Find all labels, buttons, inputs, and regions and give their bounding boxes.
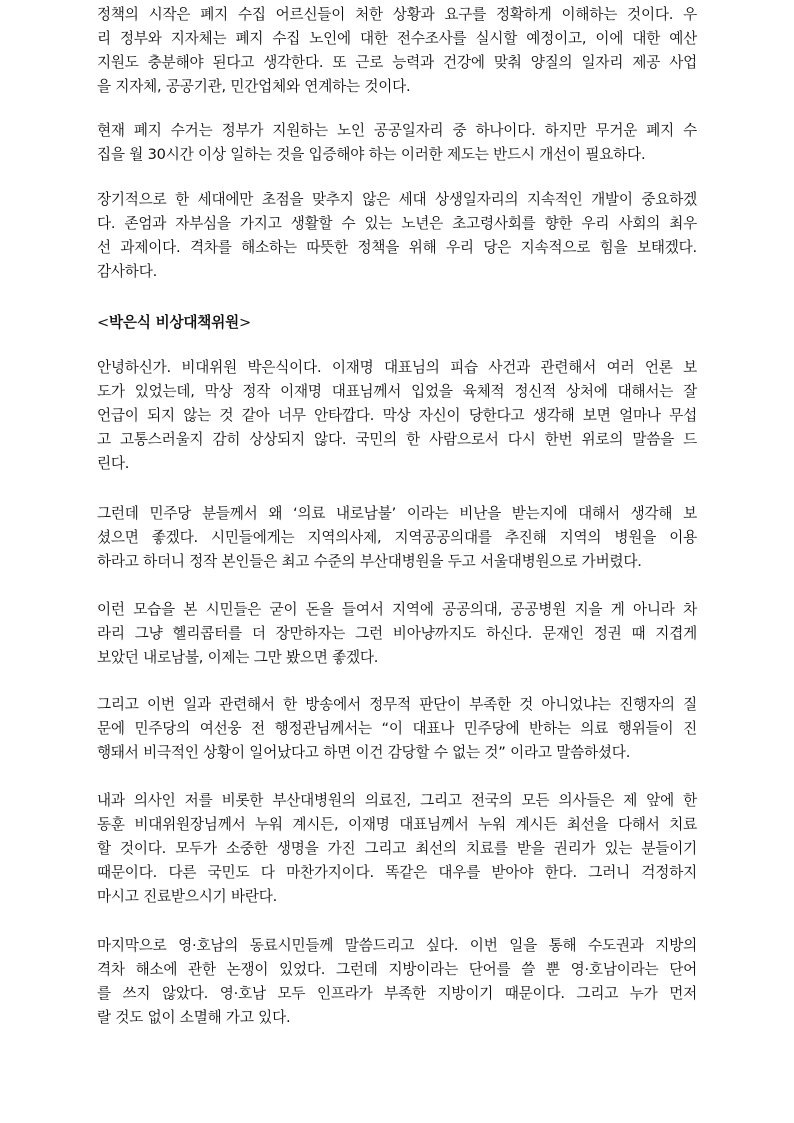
- text-line: 문에 민주당의 여선웅 전 행정관님께서는 “이 대표나 민주당에 반하는 의료 행위들이 진: [97, 720, 697, 737]
- paragraph-7: [97, 693, 697, 765]
- text-line: 리 정부와 지자체는 폐지 수집 노인에 대한 전수조사를 실시할 예정이고, 이에 대한 예산: [97, 30, 697, 47]
- text-line: 할 것이다. 모두가 소중한 생명을 가진 그리고 최선의 치료를 받을 권리가 있는 분들이기: [97, 840, 697, 857]
- heading-close-bracket: >: [239, 314, 252, 331]
- text-line: 감사하다.: [97, 263, 158, 280]
- text-line: 동훈 비대위원장님께서 누워 계시든, 이재명 대표님께서 누워 계시든 최선을 다해서 치료: [97, 816, 697, 833]
- speaker-name: 박은식 비상대책위원: [109, 314, 239, 331]
- text-line: 집을 월 30시간 이상 일하는 것을 입증해야 하는 이러한 제도는 반드시 개선이 필요하다.: [97, 146, 646, 163]
- text-line: 고 고통스러울지 감히 상상되지 않다. 국민의 한 사람으로서 다시 한번 위로의 말씀을 드: [97, 431, 697, 448]
- text-line: 내과 의사인 저를 비롯한 부산대병원의 의료진, 그리고 전국의 모든 의사들은 제 앞에 한: [97, 792, 697, 809]
- text-line: 린다.: [97, 455, 130, 472]
- text-line: 선 과제이다. 격차를 해소하는 따뜻한 정책을 위해 우리 당은 지속적으로 힘을 보태겠다.: [97, 239, 697, 256]
- paragraph-8: [97, 789, 697, 909]
- text-line: 마지막으로 영·호남의 동료시민들께 말씀드리고 싶다. 이번 일을 통해 수도권과 지방의: [97, 937, 697, 954]
- text-line: 현재 폐지 수거는 정부가 지원하는 노인 공공일자리 중 하나이다. 하지만 무거운 폐지 수: [97, 122, 697, 139]
- text-line: 장기적으로 한 세대에만 초점을 맞추지 않은 세대 상생일자리의 지속적인 개발이 중요하겠: [97, 191, 697, 208]
- paragraph-5: [97, 502, 697, 574]
- text-line: 마시고 진료받으시기 바란다.: [97, 888, 278, 905]
- text-line: 다. 존엄과 자부심을 가지고 생활할 수 있는 노년은 초고령사회를 향한 우리 사회의 최우: [97, 215, 697, 232]
- text-line: 때문이다. 다른 국민도 다 마찬가지이다. 똑같은 대우를 받아야 한다. 그러니 걱정하지: [97, 864, 697, 881]
- text-line: 그런데 민주당 분들께서 왜 ‘의료 내로남불’ 이라는 비난을 받는지에 대해서 생각해 보: [97, 505, 697, 522]
- paragraph-3: [97, 188, 697, 284]
- heading-open-bracket: <: [97, 314, 110, 331]
- text-line: 를 쓰지 않았다. 영·호남 모두 인프라가 부족한 지방이기 때문이다. 그리고 누가 먼저: [97, 985, 697, 1002]
- text-line: 격차 해소에 관한 논쟁이 있었다. 그런데 지방이라는 단어를 쓸 뿐 영·호남이라는 단어: [97, 961, 697, 978]
- text-line: 지원도 충분해야 된다고 생각한다. 또 근로 능력과 건강에 맞춰 양질의 일자리 제공 사업: [97, 54, 697, 71]
- text-line: 도가 있었는데, 막상 정작 이재명 대표님께서 입었을 육체적 정신적 상처에 대해서는 잘: [97, 383, 697, 400]
- text-line: 언급이 되지 않는 것 같아 너무 안타깝다. 막상 자신이 당한다고 생각해 보면 얼마나 무섭: [97, 407, 697, 424]
- paragraph-2: [97, 119, 697, 167]
- paragraph-9: [97, 934, 697, 1030]
- text-line: 하라고 하더니 정작 본인들은 최고 수준의 부산대병원을 두고 서울대병원으로 가버렸다.: [97, 553, 642, 570]
- text-line: 행돼서 비극적인 상황이 일어났다고 하면 이건 감당할 수 없는 것” 이라고 말씀하셨다.: [97, 744, 631, 761]
- speaker-heading: [97, 311, 697, 335]
- text-line: 랄 것도 없이 소멸해 가고 있다.: [97, 1009, 291, 1026]
- text-line: 그리고 이번 일과 관련해서 한 방송에서 정무적 판단이 부족한 것 아니었냐는 진행자의 질: [97, 696, 697, 713]
- text-line: 정책의 시작은 폐지 수집 어르신들이 처한 상황과 요구를 정확하게 이해하는 것이다. 우: [97, 6, 697, 23]
- paragraph-4: [97, 356, 697, 476]
- text-line: 라리 그냥 헬리콥터를 더 장만하자는 그런 비아냥까지도 하신다. 문재인 정권 때 지겹게: [97, 625, 697, 642]
- text-line: 셨으면 좋겠다. 시민들에게는 지역의사제, 지역공공의대를 추진해 지역의 병원을 이용: [97, 529, 697, 546]
- paragraph-1: [97, 3, 697, 99]
- text-line: 보았던 내로남불, 이제는 그만 봤으면 좋겠다.: [97, 649, 379, 666]
- text-line: 이런 모습을 본 시민들은 굳이 돈을 들여서 지역에 공공의대, 공공병원 지을 게 아니라 차: [97, 601, 697, 618]
- text-line: 안녕하신가. 비대위원 박은식이다. 이재명 대표님의 피습 사건과 관련해서 여러 언론 보: [97, 359, 697, 376]
- paragraph-6: [97, 598, 697, 670]
- text-line: 을 지자체, 공공기관, 민간업체와 연계하는 것이다.: [97, 78, 411, 95]
